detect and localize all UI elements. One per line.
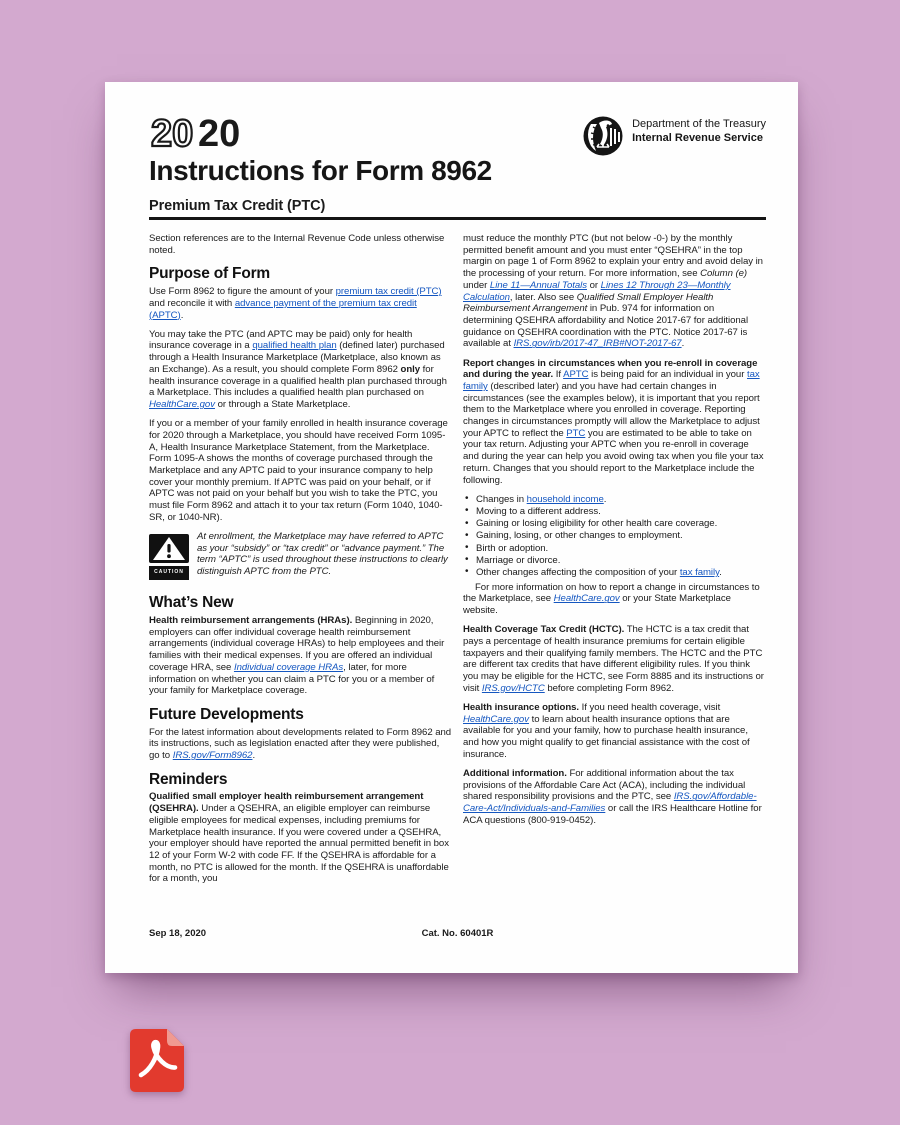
document-body <box>149 233 766 893</box>
paragraph: Qualified small employer health reimbursement arrangement (QSEHRA). Under a QSEHRA, an eligible employer can reimburse eligible employees for medical expenses, including premiums for Marketplace health insurance. If you were covered under a QSEHRA, your employer should have reported the annual permitted benefit in box 12 of your Form W-2 with code FF. If the QSEHRA is affordable for a month, no PTC is allowed for the month. If the QSEHRA is unaffordable for a month, you <box>149 791 449 885</box>
paragraph: If you or a member of your family enrolled in health insurance coverage for 2020 through a Marketplace, you should have received Form 1095-A, Health Insurance Marketplace Statement, from the Marketplace. Form 1095-A shows the months of coverage purchased through the Marketplace and any APTC paid to your insurance company to help cover your monthly premium. If APTC was paid on your behalf, or if APTC was not paid on your behalf but you wish to take the PTC, you must file Form 8962 and attach it to your tax return (Form 1040, 1040-SR, or 1040-NR). <box>149 418 448 523</box>
list-item: • Birth or adoption. <box>463 543 766 555</box>
form-year <box>149 112 249 154</box>
paragraph: For the latest information about developments related to Form 8962 and its instructions, such as legislation enacted after they were published, go to IRS.gov/Form8962. <box>149 726 452 762</box>
paragraph: Health insurance options. If you need health coverage, visit HealthCare.gov to learn about health insurance options that are available for you and your family, how to purchase health insurance, and how you might qualify to get financial assistance with the cost of insurance. <box>463 702 750 760</box>
svg-text:20: 20 <box>151 113 194 154</box>
inline-link[interactable]: APTC <box>563 369 589 381</box>
page-footer <box>149 928 766 939</box>
inline-link[interactable]: IRS.gov/Affordable-Care-Act/Individuals-and-Families <box>463 791 757 815</box>
inline-link[interactable]: HealthCare.gov <box>553 593 620 605</box>
pdf-file-icon[interactable] <box>130 1029 184 1092</box>
catalog-number: Cat. No. 60401R <box>421 928 494 939</box>
paragraph: Use Form 8962 to figure the amount of your premium tax credit (PTC) and reconcile it with advance payment of the premium tax credit (APTC). <box>149 286 442 321</box>
inline-link[interactable]: tax family <box>679 566 720 578</box>
caution-text: At enrollment, the Marketplace may have referred to APTC as your “subsidy” or “tax credit” or “advance payment.” The term “APTC” is used throughout these instructions to clearly distinguish APTC from the PTC. <box>197 530 448 578</box>
title-block <box>149 112 492 187</box>
inline-link[interactable]: household income <box>526 493 604 505</box>
list-item: • Moving to a different address. <box>463 506 766 518</box>
inline-link[interactable]: premium tax credit (PTC) <box>335 286 442 298</box>
list-item: • Marriage or divorce. <box>463 555 766 567</box>
pdf-file-glyph <box>130 1029 184 1092</box>
page-header <box>149 112 766 187</box>
inline-link[interactable]: HealthCare.gov <box>149 398 215 410</box>
form-title: Instructions for Form 8962 <box>149 155 492 186</box>
list-item: • Changes in household income. <box>463 494 766 506</box>
inline-link[interactable]: IRS.gov/HCTC <box>481 682 545 694</box>
agency-line1: Department of the Treasury <box>632 118 766 130</box>
paragraph: must reduce the monthly PTC (but not below -0-) by the monthly permitted benefit amount and you must enter “QSEHRA” in the top margin on page 1 of Form 8962 to explain your entry and avoid delay in the processing of your return. For more information, see Column (e) under Line 11—Annual Totals or Lines 12 Through 23—Monthly Calculation, later. Also see Qualified Small Employer Health Reimbursement Arrangement in Pub. 974 for information on determining QSEHRA affordability and Notice 2017-67 for additional guidance on QSEHRA coordination with the PTC. Notice 2017-67 is available at IRS.gov/irb/2017-47_IRB#NOT-2017-67. <box>463 233 763 350</box>
right-column <box>463 233 766 893</box>
caution-triangle-icon <box>149 534 189 563</box>
caution-note <box>149 531 452 585</box>
list-item: • Gaining or losing eligibility for other health care coverage. <box>463 518 766 530</box>
paragraph: Additional information. For additional information about the tax provisions of the Affordable Care Act (ACA), including the individual shared responsibility provisions and the PTC, see IRS.gov/Affordable-Care-Act/Individuals-and-Families or call the IRS Healthcare Hotline for ACA questions (800-919-0452). <box>463 768 762 826</box>
inline-link[interactable]: tax family <box>463 369 760 392</box>
purpose-of-form-heading: Purpose of Form <box>149 265 271 283</box>
paragraph: Health Coverage Tax Credit (HCTC). The HCTC is a tax credit that pays a percentage of health insurance premiums for certain eligible taxpayers and their qualifying family members. The HCTC and the PTC are different tax credits that have different eligibility rules. If you think you may be eligible for the HCTC, see Form 8885 and its instructions or visit IRS.gov/HCTC before completing Form 8962. <box>463 624 764 694</box>
inline-link[interactable]: IRS.gov/irb/2017-47_IRB#NOT-2017-67 <box>513 338 682 350</box>
agency-text <box>632 114 766 145</box>
agency-block <box>581 114 766 158</box>
svg-text:20: 20 <box>198 113 241 154</box>
whats-new-heading: What’s New <box>149 594 234 612</box>
inline-link[interactable]: advance payment of the premium tax credit (APTC) <box>149 297 417 321</box>
paragraph: For more information on how to report a change in circumstances to the Marketplace, see HealthCare.gov or your State Marketplace website. <box>463 581 760 617</box>
reminders-heading: Reminders <box>149 770 228 788</box>
inline-link[interactable]: qualified health plan <box>252 340 337 352</box>
inline-link[interactable]: Line 11—Annual Totals <box>489 279 587 291</box>
header-rule <box>149 217 766 220</box>
changes-list <box>463 494 766 579</box>
inline-link[interactable]: Lines 12 Through 23—Monthly Calculation <box>463 279 731 303</box>
left-column <box>149 233 452 893</box>
form-subtitle: Premium Tax Credit (PTC) <box>149 198 326 214</box>
caution-label: CAUTION <box>149 566 189 581</box>
inline-link[interactable]: Individual coverage HRAs <box>233 661 344 673</box>
list-item: • Other changes affecting the composition of your tax family. <box>463 567 766 579</box>
future-developments-heading: Future Developments <box>149 705 304 723</box>
revision-date: Sep 18, 2020 <box>149 928 207 939</box>
inline-link[interactable]: PTC <box>566 427 586 439</box>
paragraph: Health reimbursement arrangements (HRAs). Beginning in 2020, employers can offer individual coverage health reimbursement arrangements (individual coverage HRAs) to help employees and their families with their medical expenses. If you are offered an individual coverage HRA, see Individual coverage HRAs, later, for more information on whether you can claim a PTC for you or a member of your family for Marketplace coverage. <box>149 614 445 697</box>
paragraph: Report changes in circumstances when you re-enroll in coverage and during the year. If APTC is being paid for an individual in your tax family (described later) and you have had certain changes in circumstances (see the examples below), it is important that you report them to the Marketplace where you enrolled in coverage. Reporting changes in circumstances promptly will allow the Marketplace to adjust your APTC to reflect the PTC you are estimated to be able to take on your tax return. Adjusting your APTC when you re-enroll in coverage and during the year can help you avoid owing tax when you file your tax return. Changes that you should report to the Marketplace include the following. <box>463 357 764 486</box>
document-page <box>105 82 798 973</box>
inline-link[interactable]: HealthCare.gov <box>463 713 529 725</box>
agency-line2: Internal Revenue Service <box>632 131 763 144</box>
list-item: • Gaining, losing, or other changes to employment. <box>463 530 766 542</box>
paragraph: You may take the PTC (and APTC may be paid) only for health insurance coverage in a qualified health plan (defined later) purchased through a Health Insurance Marketplace (Marketplace, also known as an Exchange). As a result, you should complete Form 8962 only for health insurance coverage in a qualified health plan purchased through a Marketplace. This includes a qualified health plan purchased on HealthCare.gov or through a State Marketplace. <box>149 328 447 410</box>
irs-eagle-logo <box>581 114 625 158</box>
inline-link[interactable]: IRS.gov/Form8962 <box>172 750 253 762</box>
section-references-note: Section references are to the Internal Revenue Code unless otherwise noted. <box>149 233 445 256</box>
caution-icon <box>149 534 189 580</box>
